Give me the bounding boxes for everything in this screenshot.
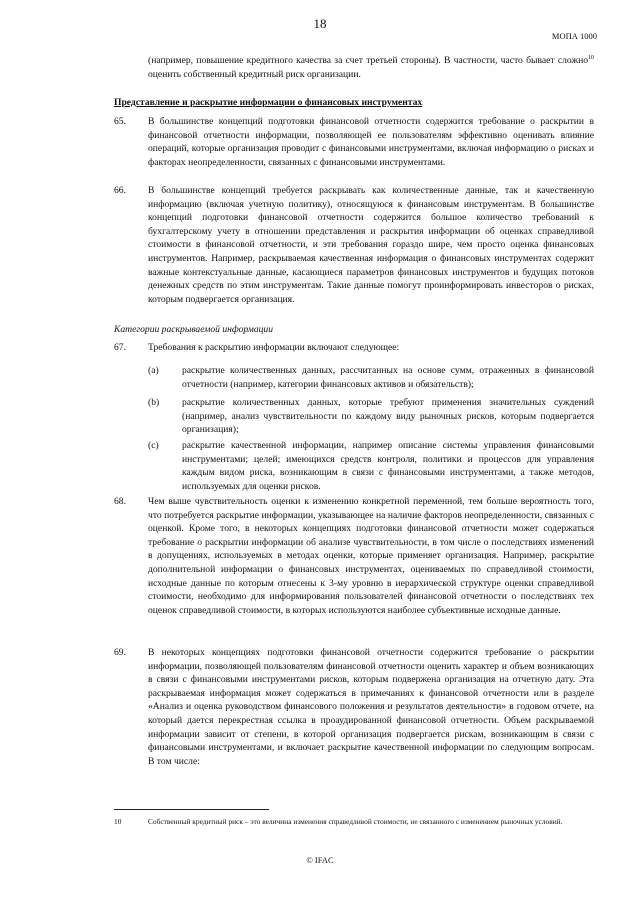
document-code: МОПА 1000 xyxy=(551,31,597,41)
list-item-label: (b) xyxy=(148,397,160,408)
paragraph-number: 68. xyxy=(114,496,126,507)
intro-paragraph xyxy=(148,54,594,81)
footnote-separator xyxy=(114,809,269,810)
list-item-text: раскрытие количественных данных, которые требуют применения значительных суждений (например, анализ чувствительности по каждому виду рыночных рисков, которым подвергается организация); xyxy=(182,397,594,436)
paragraph-text: В большинстве концепций требуется раскрывать как количественные данные, так и качественную информацию (включая учетную политику), относящуюся к финансовым инструментам. В большинстве концепций подготовки финансовой отчетности содержится большое количество требований к бухгалтерскому учету в отношении представления и раскрытия информации об оценках справедливой стоимости в финансовой отчетности, и эти требования гораздо шире, чем просто оценка финансовых инструментов. Например, раскрываемая качественная информация о финансовых инструментах содержит важные контекстуальные данные, касающиеся параметров финансовых инструментов и будущих потоков денежных средств по этим инструментам. Такие данные помогут проинформировать инвесторов о рисках, которым подвергается организация. xyxy=(148,185,594,305)
section-heading: Представление и раскрытие информации о финансовых инструментах xyxy=(114,97,423,108)
footnote xyxy=(114,816,594,827)
intro-text-after: оценить собственный кредитный риск организации. xyxy=(148,68,361,80)
list-item-label: (c) xyxy=(148,440,159,451)
paragraph-68 xyxy=(114,495,594,617)
paragraph-number: 65. xyxy=(114,116,126,127)
list-item-c xyxy=(148,439,594,493)
copyright-footer: © IFAC xyxy=(306,855,334,865)
paragraph-66 xyxy=(114,184,594,306)
paragraph-text: Требования к раскрытию информации включают следующее: xyxy=(148,342,400,353)
footnote-reference[interactable]: 10 xyxy=(588,55,594,61)
sub-heading: Категории раскрываемой информации xyxy=(114,324,274,335)
paragraph-67 xyxy=(114,341,594,355)
list-item-text: раскрытие количественных данных, рассчитанных на основе сумм, отраженных в финансовой отчетности (например, категории финансовых активов и обязательств); xyxy=(182,365,594,390)
footnote-text: Собственный кредитный риск – это величина изменения справедливой стоимости, не связанного с изменением рыночных условий. xyxy=(148,817,563,826)
page-number: 18 xyxy=(313,16,327,31)
paragraph-text: В большинстве концепций подготовки финансовой отчетности содержится требование о раскрытии в финансовой отчетности информации, позволяющей ее пользователям эффективно оценивать влияние операций, которые организация проводит с финансовыми инструментами, включая информацию о рисках и факторах неопределенности, связанных с финансовыми инструментами. xyxy=(148,116,594,168)
paragraph-number: 66. xyxy=(114,185,126,196)
intro-text-before: (например, повышение кредитного качества за счет третьей стороны). В частности, часто бывает сложно xyxy=(148,55,588,66)
footnote-number: 10 xyxy=(114,817,122,826)
paragraph-65 xyxy=(114,115,594,169)
list-item-label: (a) xyxy=(148,365,159,376)
paragraph-text: Чем выше чувствительность оценки к изменению конкретной переменной, тем больше вероятность того, что потребуется раскрытие информации, указывающее на наличие факторов неопределенности, связанных с оценкой. Кроме того, в некоторых концепциях подготовки финансовой отчетности может содержаться требование о раскрытии информации об анализе чувствительности, в том числе о последствиях изменений в допущениях, используемых в методах оценки, которые применяет организация. Например, раскрытие дополнительной информации о финансовых инструментах, оцениваемых по справедливой стоимости, исходные данные по которым отнесены к 3-му уровню в иерархической структуре оценки справедливой стоимости, необходимо для информирования пользователей финансовой отчетности о последствиях тех оценок справедливой стоимости, в которых используются наиболее субъективные исходные данные. xyxy=(148,496,594,616)
paragraph-number: 69. xyxy=(114,647,126,658)
list-item-b xyxy=(148,396,594,437)
paragraph-69 xyxy=(114,646,594,768)
list-item-text: раскрытие качественной информации, например описание системы управления финансовыми инструментами; целей; имеющихся средств контроля, политики и процессов для управления каждым видом риска, возникающим в связи с финансовыми инструментами, а также методов, используемых для оценки рисков. xyxy=(182,440,594,492)
paragraph-number: 67. xyxy=(114,342,126,353)
paragraph-text: В некоторых концепциях подготовки финансовой отчетности содержится требование о раскрытии информации, позволяющей пользователям финансовой отчетности оценить характер и объем возникающих в связи с финансовыми инструментами рисков, которым подвержена организация на отчетную дату. Эта раскрываемая информация может содержаться в примечаниях к финансовой отчетности или в разделе «Анализ и оценка руководством финансового положения и результатов деятельности» в годовом отчете, на который дается перекрестная ссылка в проаудированной финансовой отчетности. Объем раскрываемой информации зависит от степени, в которой организация подвергается рискам, возникающим в связи с финансовыми инструментами, и включает раскрытие качественной информации по следующим вопросам. В том числе: xyxy=(148,647,594,767)
list-item-a xyxy=(148,364,594,391)
